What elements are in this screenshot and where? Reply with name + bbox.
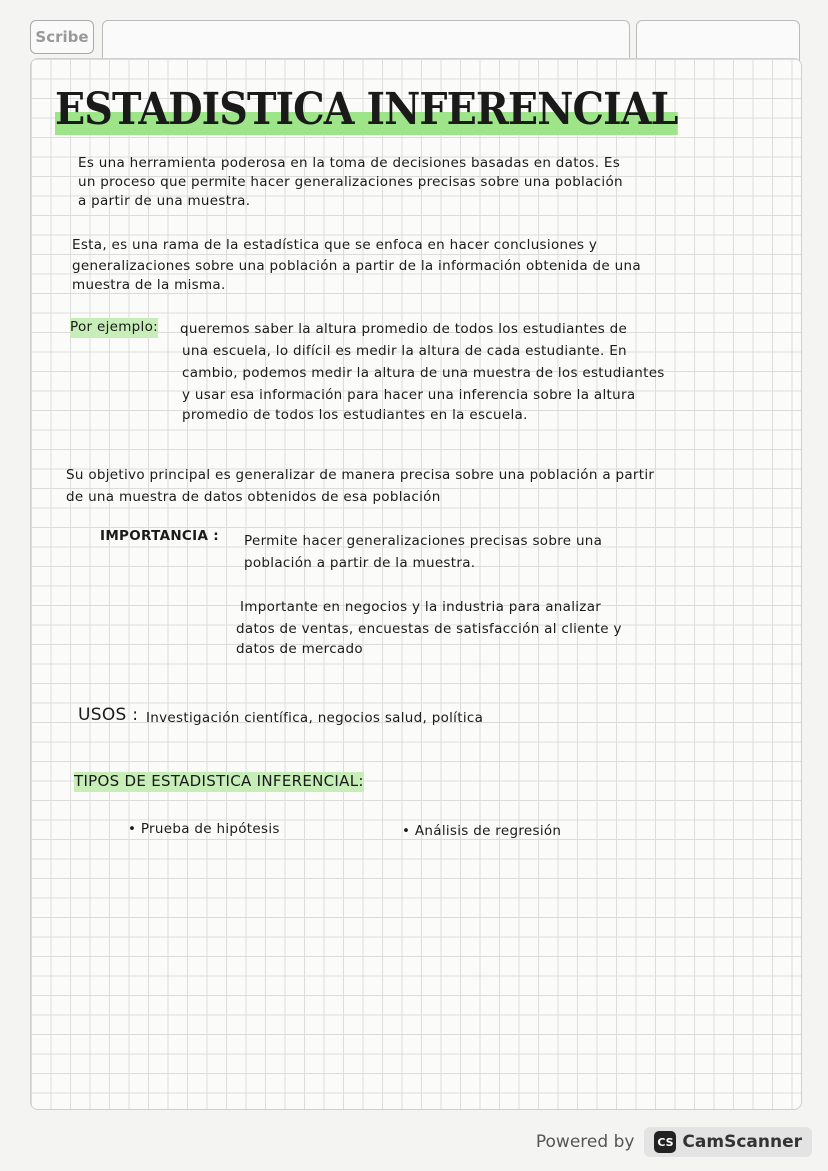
example-line: una escuela, lo difícil es medir la altura de cada estudiante. En — [182, 343, 627, 359]
paragraph-line: Es una herramienta poderosa en la toma de decisiones basadas en datos. Es — [78, 155, 621, 171]
paragraph-line: de una muestra de datos obtenidos de esa población — [66, 489, 441, 505]
paragraph-line: un proceso que permite hacer generalizaciones precisas sobre una población — [78, 174, 623, 190]
importance-line: Permite hacer generalizaciones precisas sobre una — [244, 533, 603, 549]
example-line: y usar esa información para hacer una inferencia sobre la altura — [182, 387, 636, 403]
type-item: • Prueba de hipótesis — [128, 821, 280, 837]
camscanner-watermark — [536, 1127, 812, 1157]
example-label: Por ejemplo: — [70, 318, 158, 338]
paragraph-line: generalizaciones sobre una población a partir de la información obtenida de una — [72, 258, 641, 274]
paragraph-line: Su objetivo principal es generalizar de manera precisa sobre una población a partir — [66, 467, 655, 483]
camscanner-icon: CS — [654, 1131, 676, 1153]
importance-label: IMPORTANCIA : — [100, 528, 219, 544]
type-item: • Análisis de regresión — [402, 823, 562, 839]
importance-line: datos de ventas, encuestas de satisfacción al cliente y — [236, 621, 622, 637]
example-line: promedio de todos los estudiantes en la escuela. — [182, 407, 528, 423]
paragraph-line: muestra de la misma. — [72, 277, 226, 293]
camscanner-badge — [644, 1127, 812, 1157]
paragraph-line: a partir de una muestra. — [78, 193, 251, 209]
importance-line: datos de mercado — [236, 641, 363, 657]
paragraph-line: Esta, es una rama de la estadística que se enfoca en hacer conclusiones y — [72, 237, 598, 253]
example-line: queremos saber la altura promedio de todos los estudiantes de — [180, 321, 628, 337]
scribe-logo: Scribe — [30, 20, 94, 54]
camscanner-label: CamScanner — [682, 1132, 802, 1152]
powered-by-text: Powered by — [535, 1132, 635, 1152]
types-label: TIPOS DE ESTADISTICA INFERENCIAL: — [74, 772, 364, 790]
uses-text: Investigación científica, negocios salud, política — [146, 710, 484, 726]
notebook-page — [30, 58, 802, 1110]
importance-line: población a partir de la muestra. — [244, 555, 476, 571]
importance-line: Importante en negocios y la industria para analizar — [240, 599, 602, 615]
page-title: ESTADISTICA INFERENCIAL — [55, 84, 678, 135]
uses-label: USOS : — [78, 705, 139, 725]
example-line: cambio, podemos medir la altura de una muestra de los estudiantes — [182, 365, 665, 381]
